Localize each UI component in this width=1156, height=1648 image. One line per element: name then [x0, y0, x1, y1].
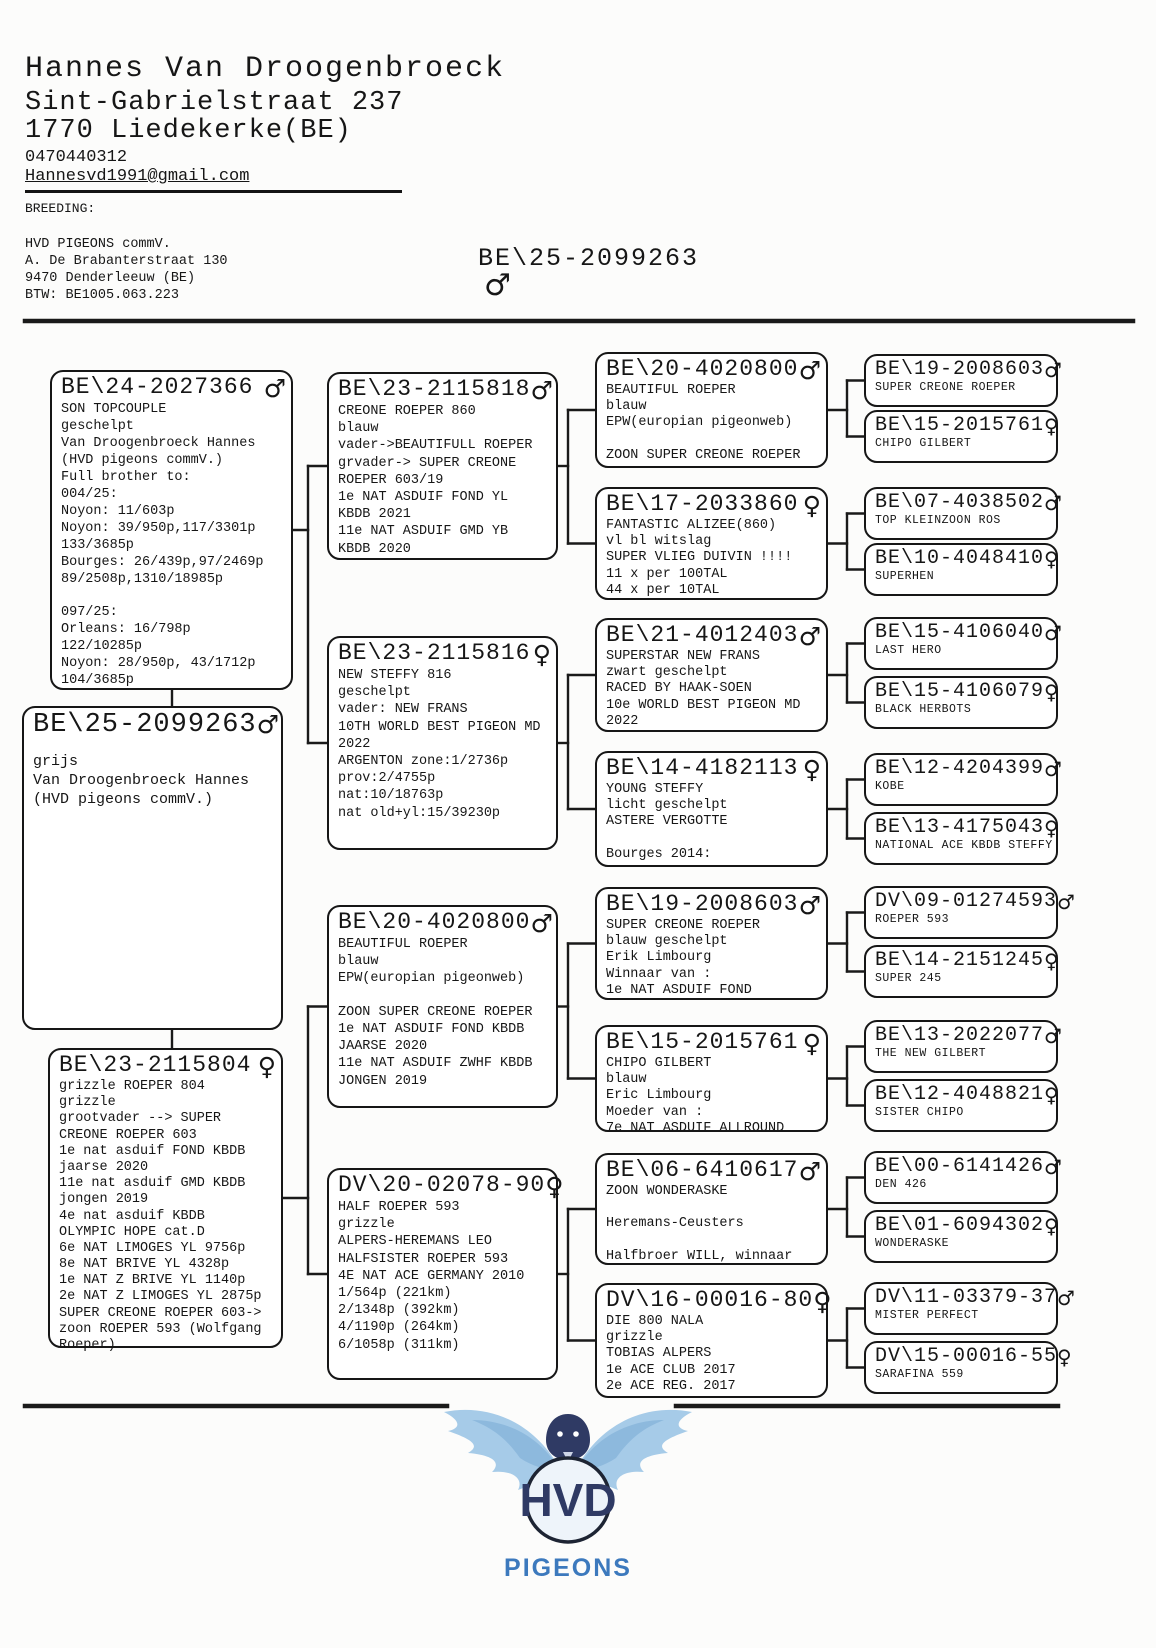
- pedigree-box: [48, 1048, 283, 1353]
- pigeon-name: BLACK HERBOTS: [875, 703, 972, 716]
- box-line: Eric Limbourg: [606, 1088, 712, 1104]
- pigeon-name: WONDERASKE: [875, 1237, 950, 1250]
- box-line: ARGENTON zone:1/2736p: [338, 754, 509, 770]
- ring-number: BE\19-2008603: [875, 358, 1045, 381]
- box-line: 104/3685p: [61, 673, 134, 689]
- male-icon: ♂: [1044, 757, 1062, 781]
- box-line: YOUNG STEFFY: [606, 782, 704, 797]
- box-line: 4e nat asduif KBDB: [59, 1208, 205, 1224]
- box-line: 2e ACE REG. 2017: [606, 1378, 736, 1394]
- box-line: 1e NAT ASDUIF FOND YL: [338, 490, 509, 506]
- hvd-logo: [408, 1400, 728, 1585]
- ring-number: BE\12-4204399: [875, 757, 1045, 780]
- ring-number: BE\13-4175043: [875, 816, 1045, 839]
- male-icon: ♂: [1044, 1155, 1062, 1179]
- box-line: [61, 588, 286, 604]
- box-line: grizzle: [338, 1217, 395, 1233]
- box-line: 10TH WORLD BEST PIGEON MD: [338, 719, 541, 735]
- pedigree-box: [864, 1282, 1075, 1335]
- pedigree-box: [864, 1341, 1072, 1394]
- pedigree-box: [864, 945, 1058, 998]
- box-line: 2/1348p (392km): [338, 1303, 460, 1319]
- box-line: Roeper): [59, 1338, 116, 1353]
- box-line: Noyon: 11/603p: [61, 504, 175, 519]
- pedigree-box: [50, 370, 293, 690]
- box-line: 11e NAT ASDUIF GMD YB: [338, 524, 509, 540]
- box-line: ZOON WONDERASKE: [606, 1184, 728, 1199]
- box-line: 6e NAT LIMOGES YL 9756p: [59, 1240, 246, 1256]
- male-icon: ♂: [798, 1157, 821, 1186]
- box-line: (HVD pigeons commV.): [61, 453, 224, 468]
- box-line: zwart geschelpt: [606, 665, 728, 681]
- company-street: A. De Brabanterstraat 130: [25, 254, 228, 269]
- ring-number: BE\17-2033860: [606, 491, 799, 517]
- box-line: RACED BY HAAK-SOEN: [606, 681, 752, 697]
- box-line: 89/2508p,1310/18985p: [61, 572, 224, 587]
- box-line: BEAUTIFUL ROEPER: [338, 937, 468, 952]
- logo-monogram: HVD: [519, 1474, 617, 1526]
- box-line: grizzle ROEPER 804: [59, 1079, 205, 1094]
- box-line: 44 x per 10TAL: [606, 582, 720, 598]
- ring-number: BE\13-2022077: [875, 1024, 1045, 1047]
- ring-number: BE\21-4012403: [606, 622, 799, 648]
- box-line: 1e NAT ASDUIF FOND: [606, 982, 752, 998]
- company-name: HVD PIGEONS commV.: [25, 237, 171, 252]
- box-line: geschelpt: [61, 419, 134, 434]
- box-line: licht geschelpt: [606, 798, 728, 814]
- ring-number: BE\20-4020800: [606, 356, 799, 382]
- male-icon: ♂: [484, 268, 511, 303]
- box-line: blauw geschelpt: [606, 934, 728, 950]
- male-icon: ♂: [530, 909, 553, 938]
- ring-number: BE\23-2115804: [59, 1052, 252, 1078]
- box-line: ASTERE VERGOTTE: [606, 814, 728, 830]
- pedigree-box: [864, 1079, 1058, 1132]
- box-line: Heremans-Ceusters: [606, 1216, 744, 1232]
- female-icon: ♀: [1044, 547, 1059, 571]
- box-line: JONGEN 2019: [338, 1073, 428, 1089]
- ring-number: DV\16-00016-80: [606, 1287, 814, 1313]
- male-icon: ♂: [798, 356, 821, 385]
- box-line: Van Droogenbroeck Hannes: [61, 436, 256, 451]
- box-line: EPW(europian pigeonweb): [606, 415, 793, 431]
- box-line: SUPER CREONE ROEPER: [606, 918, 760, 933]
- ring-number: BE\12-4048821: [875, 1083, 1045, 1106]
- box-line: CHIPO GILBERT: [606, 1056, 712, 1071]
- box-line: Full brother to:: [61, 470, 191, 485]
- box-line: ZOON SUPER CREONE ROEPER: [606, 447, 801, 463]
- box-line: 2022: [606, 713, 639, 729]
- box-line: OLYMPIC HOPE cat.D: [59, 1224, 205, 1240]
- box-line: BEAUTIFUL ROEPER: [606, 383, 736, 398]
- pedigree-box: [327, 1168, 564, 1380]
- pedigree-box: [864, 1210, 1058, 1263]
- pedigree-box: [595, 487, 828, 600]
- pedigree-box: [864, 487, 1062, 540]
- female-icon: ♀: [802, 1029, 821, 1058]
- pigeon-name: SARAFINA 559: [875, 1368, 964, 1381]
- box-line: grootvader --> SUPER: [59, 1111, 222, 1127]
- box-line: Erik Limbourg: [606, 950, 712, 966]
- box-line: blauw: [606, 399, 647, 415]
- ring-number: BE\15-4106040: [875, 621, 1045, 644]
- pedigree-box: [22, 706, 283, 1030]
- box-line: SUPERSTAR NEW FRANS: [606, 649, 760, 664]
- box-line: 11e NAT ASDUIF ZWHF KBDB: [338, 1056, 533, 1072]
- box-line: Bourges 2014:: [606, 846, 712, 862]
- box-line: 11 x per 100TAL: [606, 566, 728, 582]
- pigeon-name: MISTER PERFECT: [875, 1309, 979, 1322]
- pigeon-name: TOP KLEINZOON ROS: [875, 514, 1001, 527]
- ring-number: BE\19-2008603: [606, 891, 799, 917]
- owner-name: Hannes Van Droogenbroeck: [25, 52, 506, 86]
- box-line: NEW STEFFY 816: [338, 668, 452, 683]
- box-line: 2022: [338, 736, 371, 752]
- box-line: 004/25:: [61, 487, 118, 502]
- box-line: EPW(europian pigeonweb): [338, 971, 525, 987]
- box-line: prov:2/4755p: [338, 771, 436, 787]
- box-line: nat:10/18763p: [338, 788, 444, 804]
- box-line: Bourges: 26/439p,97/2469p: [61, 555, 264, 570]
- box-line: 8e NAT BRIVE YL 4328p: [59, 1257, 230, 1273]
- pedigree-box: [864, 1020, 1062, 1073]
- box-line: KBDB 2021: [338, 507, 411, 523]
- box-line: 10e WORLD BEST PIGEON MD: [606, 697, 801, 713]
- male-icon: ♂: [1044, 491, 1062, 515]
- female-icon: ♀: [1044, 1214, 1059, 1238]
- female-icon: ♀: [813, 1287, 832, 1316]
- female-icon: ♀: [802, 755, 821, 784]
- pigeon-head-icon: [546, 1414, 590, 1462]
- pigeon-name: DEN 426: [875, 1178, 927, 1191]
- male-icon: ♂: [1044, 1024, 1062, 1048]
- ring-number: BE\01-6094302: [875, 1214, 1045, 1237]
- pigeon-name: SUPER 245: [875, 972, 942, 985]
- box-line: jaarse 2020: [59, 1159, 149, 1175]
- box-line: [606, 432, 821, 448]
- box-line: [606, 1233, 821, 1249]
- ring-number: BE\00-6141426: [875, 1155, 1045, 1178]
- female-icon: ♀: [1044, 414, 1059, 438]
- female-icon: ♀: [545, 1172, 564, 1201]
- ring-number: BE\20-4020800: [338, 909, 531, 935]
- female-icon: ♀: [1044, 949, 1059, 973]
- box-line: zoon ROEPER 593 (Wolfgang: [59, 1321, 262, 1337]
- box-line: Orleans: 16/798p: [61, 622, 191, 638]
- ring-number: BE\14-4182113: [606, 755, 799, 781]
- ring-number: BE\10-4048410: [875, 547, 1045, 570]
- pigeon-name: NATIONAL ACE KBDB STEFFY: [875, 839, 1053, 852]
- box-line: CREONE ROEPER 860: [338, 404, 476, 419]
- box-line: SON TOPCOUPLE: [61, 402, 167, 417]
- subject-ring-header: BE\25-2099263: [478, 244, 700, 273]
- ring-number: BE\07-4038502: [875, 491, 1045, 514]
- pigeon-name: KOBE: [875, 780, 905, 793]
- pedigree-box: [327, 905, 558, 1108]
- ring-number: BE\24-2027366: [61, 374, 254, 400]
- box-line: ROEPER 603/19: [338, 472, 444, 488]
- box-line: grijs: [33, 753, 79, 770]
- pigeon-name: SISTER CHIPO: [875, 1106, 964, 1119]
- box-line: ALPERS-HEREMANS LEO: [338, 1234, 492, 1250]
- box-line: 6/1058p (311km): [338, 1337, 460, 1353]
- female-icon: ♀: [257, 1052, 276, 1081]
- box-line: grizzle: [606, 1330, 663, 1346]
- male-icon: ♂: [256, 710, 280, 739]
- box-line: TOBIAS ALPERS: [606, 1346, 712, 1362]
- header-rule: [25, 190, 402, 193]
- logo-word: PIGEONS: [504, 1554, 632, 1582]
- box-line: 4/1190p (264km): [338, 1320, 460, 1336]
- male-icon: ♂: [1044, 358, 1062, 382]
- box-line: HALF ROEPER 593: [338, 1200, 460, 1215]
- box-line: SUPER VLIEG DUIVIN !!!!: [606, 550, 793, 566]
- company-vat: BTW: BE1005.063.223: [25, 288, 179, 303]
- pedigree-box: [864, 676, 1058, 729]
- box-line: 097/25:: [61, 605, 118, 621]
- ring-number: DV\11-03379-37: [875, 1286, 1058, 1309]
- box-line: JAARSE 2020: [338, 1039, 428, 1055]
- box-line: blauw: [338, 954, 379, 970]
- box-line: vader: NEW FRANS: [338, 702, 468, 718]
- box-line: Van Droogenbroeck Hannes: [33, 772, 250, 789]
- ring-number: BE\14-2151245: [875, 949, 1045, 972]
- breeding-label: BREEDING:: [25, 201, 96, 216]
- owner-city: 1770 Liedekerke(BE): [25, 116, 352, 146]
- box-line: vader->BEAUTIFULL ROEPER: [338, 438, 533, 454]
- box-line: DIE 800 NALA: [606, 1314, 704, 1329]
- pedigree-box: [595, 751, 828, 867]
- box-line: 7e NAT ASDUIF ALLROUND: [606, 1120, 785, 1136]
- ring-number: BE\15-2015761: [875, 414, 1045, 437]
- pedigree-box: [864, 617, 1062, 670]
- box-line: [338, 988, 551, 1004]
- pigeon-name: SUPERHEN: [875, 570, 935, 583]
- owner-street: Sint-Gabrielstraat 237: [25, 88, 404, 118]
- male-icon: ♂: [1057, 890, 1075, 914]
- female-icon: ♀: [1057, 1345, 1072, 1369]
- pedigree-box: [864, 543, 1058, 596]
- pedigree-box: [864, 812, 1058, 865]
- male-icon: ♂: [1044, 621, 1062, 645]
- box-line: FANTASTIC ALIZEE(860): [606, 518, 777, 533]
- box-line: grvader-> SUPER CREONE: [338, 455, 517, 471]
- female-icon: ♀: [1044, 1083, 1059, 1107]
- pedigree-box: [595, 1025, 828, 1136]
- pedigree-box: [595, 887, 828, 1000]
- pedigree-box: [595, 1283, 832, 1398]
- male-icon: ♂: [798, 891, 821, 920]
- box-line: 122/10285p: [61, 639, 143, 655]
- pedigree-box: [864, 886, 1075, 939]
- ring-number: BE\06-6410617: [606, 1157, 799, 1183]
- pedigree-box: [595, 352, 828, 468]
- pedigree-box: [864, 753, 1062, 806]
- pedigree-box: [327, 372, 558, 560]
- female-icon: ♀: [532, 640, 551, 669]
- box-line: 1e NAT ASDUIF FOND KBDB: [338, 1022, 525, 1037]
- pedigree-box: [595, 618, 828, 732]
- pigeon-name: SUPER CREONE ROEPER: [875, 381, 1016, 394]
- owner-phone: 0470440312: [25, 148, 128, 167]
- ring-number: BE\15-4106079: [875, 680, 1045, 703]
- box-line: 1e nat asduif FOND KBDB: [59, 1143, 246, 1159]
- box-line: Noyon: 28/950p, 43/1712p: [61, 656, 256, 672]
- pedigree-box: [864, 1151, 1062, 1204]
- box-line: 11e nat asduif GMD KBDB: [59, 1176, 246, 1192]
- box-line: Moeder van :: [606, 1104, 704, 1120]
- box-line: KBDB 2020: [338, 541, 411, 557]
- box-line: [606, 1200, 821, 1216]
- box-line: geschelpt: [338, 685, 411, 701]
- box-line: nat old+yl:15/39230p: [338, 805, 501, 821]
- box-line: jongen 2019: [59, 1192, 149, 1208]
- male-icon: ♂: [1057, 1286, 1075, 1310]
- box-line: [606, 831, 821, 847]
- box-line: blauw: [606, 1072, 647, 1088]
- pigeon-name: CHIPO GILBERT: [875, 437, 972, 450]
- pigeon-name: LAST HERO: [875, 644, 942, 657]
- pedigree-box: [595, 1153, 828, 1265]
- ring-number: DV\15-00016-55: [875, 1345, 1058, 1368]
- ring-number: BE\23-2115818: [338, 376, 531, 402]
- box-line: HALFSISTER ROEPER 593: [338, 1251, 509, 1267]
- male-icon: ♂: [798, 622, 821, 651]
- box-line: grizzle: [59, 1095, 116, 1111]
- box-line: Winnaar van :: [606, 966, 712, 982]
- ring-number: DV\20-02078-90: [338, 1172, 546, 1198]
- ring-number: DV\09-01274593: [875, 890, 1058, 913]
- box-line: 1/564p (221km): [338, 1286, 452, 1302]
- box-line: blauw: [338, 421, 379, 437]
- female-icon: ♀: [1044, 816, 1059, 840]
- box-line: 2e NAT Z LIMOGES YL 2875p: [59, 1289, 262, 1305]
- box-line: (HVD pigeons commV.): [33, 791, 214, 808]
- ring-number: BE\15-2015761: [606, 1029, 799, 1055]
- pedigree-box: [327, 636, 558, 850]
- pedigree-box: [864, 410, 1058, 463]
- box-line: 1e NAT Z BRIVE YL 1140p: [59, 1273, 246, 1289]
- pigeon-name: ROEPER 593: [875, 913, 950, 926]
- female-icon: ♀: [1044, 680, 1059, 704]
- box-line: vl bl witslag: [606, 534, 712, 550]
- box-line: CREONE ROEPER 603: [59, 1127, 197, 1143]
- male-icon: ♂: [530, 376, 553, 405]
- pedigree-box: [864, 354, 1062, 407]
- company-city: 9470 Denderleeuw (BE): [25, 271, 196, 286]
- male-icon: ♂: [263, 374, 286, 403]
- ring-number: BE\23-2115816: [338, 640, 531, 666]
- ring-number: BE\25-2099263: [33, 710, 257, 740]
- female-icon: ♀: [802, 491, 821, 520]
- owner-email: Hannesvd1991@gmail.com: [25, 167, 250, 186]
- box-line: ZOON SUPER CREONE ROEPER: [338, 1004, 533, 1020]
- box-line: 4E NAT ACE GERMANY 2010: [338, 1268, 525, 1284]
- box-line: Halfbroer WILL, winnaar: [606, 1248, 793, 1264]
- pigeon-name: THE NEW GILBERT: [875, 1047, 987, 1060]
- box-line: 133/3685p: [61, 538, 134, 553]
- box-line: Noyon: 39/950p,117/3301p: [61, 521, 256, 536]
- box-line: SUPER CREONE ROEPER 603->: [59, 1305, 262, 1321]
- box-line: 1e ACE CLUB 2017: [606, 1362, 736, 1378]
